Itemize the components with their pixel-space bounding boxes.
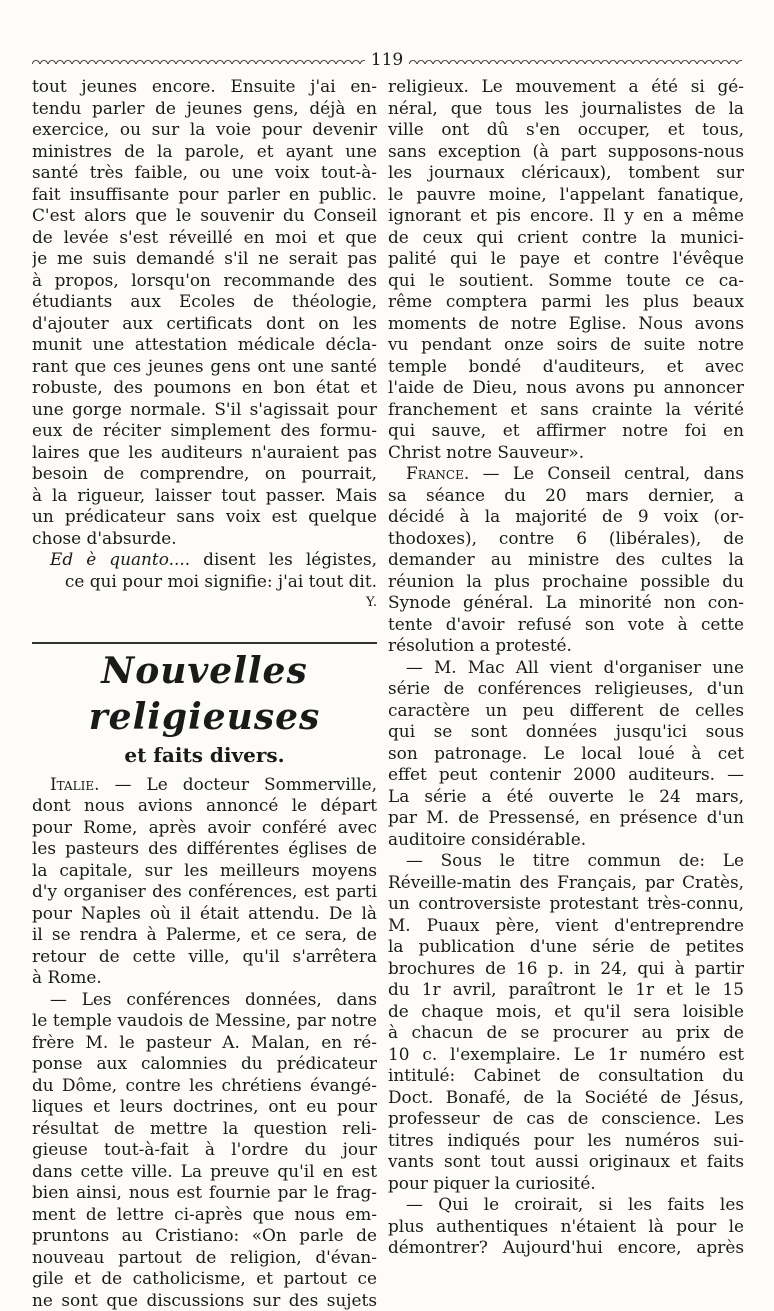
text-line: réunion la plus prochaine possible du — [388, 571, 744, 593]
text-line: dont nous avions annoncé le départ — [32, 795, 377, 817]
text-line: brochures de 16 p. in 24, qui à partir — [388, 958, 744, 980]
text-line: un controversiste protestant très-connu, — [388, 893, 744, 915]
text-line: munit une attestation médicale décla- — [32, 334, 377, 356]
text-line: à chacun de se procurer au prix de — [388, 1022, 744, 1044]
ed-quote: Ed è quanto.... — [50, 549, 190, 569]
text-line: Synode général. La minorité non con- — [388, 592, 744, 614]
text-line: d'ajouter aux certificats dont on les — [32, 313, 377, 335]
text-line: nouveau partout de religion, d'évan- — [32, 1247, 377, 1269]
text-line: de ceux qui crient contre la munici- — [388, 227, 744, 249]
text-line: à propos, lorsqu'on recommande des — [32, 270, 377, 292]
text-line: plus authentiques n'étaient là pour le — [388, 1216, 744, 1238]
text-line: gile et de catholicisme, et partout ce — [32, 1268, 377, 1290]
text-line: retour de cette ville, qu'il s'arrêtera — [32, 946, 377, 968]
text-line: tout jeunes encore. Ensuite j'ai en- — [32, 76, 377, 98]
text-line: résolution a protesté. — [388, 635, 744, 657]
text-line: de levée s'est réveillé en moi et que — [32, 227, 377, 249]
header-rule-right — [409, 56, 742, 64]
italie-label: Italie. — [50, 774, 100, 794]
text-line: la capitale, sur les meilleurs moyens — [32, 860, 377, 882]
italie-first-line — [32, 774, 377, 796]
text-line: — Sous le titre commun de: Le — [388, 850, 744, 872]
text-line: ponse aux calomnies du prédicateur — [32, 1053, 377, 1075]
section-subtitle: et faits divers. — [32, 740, 377, 770]
text-line: tendu parler de jeunes gens, déjà en — [32, 98, 377, 120]
right-top-paragraph — [388, 76, 744, 463]
text-line: Réveille-matin des Français, par Cratès, — [388, 872, 744, 894]
text-line: un prédicateur sans voix est quelque — [32, 506, 377, 528]
text-line: franchement et sans crainte la vérité — [388, 399, 744, 421]
text-line: temple bondé d'auditeurs, et avec — [388, 356, 744, 378]
text-line: d'y organiser des conférences, est parti — [32, 881, 377, 903]
text-line: gieuse tout-à-fait à l'ordre du jour — [32, 1139, 377, 1161]
text-line: une gorge normale. S'il s'agissait pour — [32, 399, 377, 421]
text-line: je me suis demandé s'il ne serait pas — [32, 248, 377, 270]
text-line: vants sont tout aussi originaux et faits — [388, 1151, 744, 1173]
qui-paragraph — [388, 1194, 744, 1259]
text-line: besoin de comprendre, on pourrait, — [32, 463, 377, 485]
text-line: M. Puaux père, vient d'entreprendre — [388, 915, 744, 937]
text-line: ment de lettre ci-après que nous em- — [32, 1204, 377, 1226]
text-line: moments de notre Eglise. Nous avons — [388, 313, 744, 335]
text-line: l'aide de Dieu, nous avons pu annoncer — [388, 377, 744, 399]
text-line: C'est alors que le souvenir du Conseil — [32, 205, 377, 227]
section-title: Nouvelles religieuses — [32, 642, 377, 740]
text-line: eux de réciter simplement des formu- — [32, 420, 377, 442]
text-line: Doct. Bonafé, de la Société de Jésus, — [388, 1087, 744, 1109]
ed-line-2: ce qui pour moi signifie: j'ai tout dit. — [32, 571, 377, 593]
text-line: — Qui le croirait, si les faits les — [388, 1194, 744, 1216]
text-line: frère M. le pasteur A. Malan, en ré- — [32, 1032, 377, 1054]
text-line: étudiants aux Ecoles de théologie, — [32, 291, 377, 313]
text-line: rant que ces jeunes gens ont une santé — [32, 356, 377, 378]
text-line: le temple vaudois de Messine, par notre — [32, 1010, 377, 1032]
text-line: titres indiqués pour les numéros sui- — [388, 1130, 744, 1152]
text-line: à Rome. — [32, 967, 377, 989]
text-line: La série a été ouverte le 24 mars, — [388, 786, 744, 808]
text-line: qui sauve, et affirmer notre foi en — [388, 420, 744, 442]
text-line: Christ notre Sauveur». — [388, 442, 744, 464]
text-line: qui se sont données jusqu'ici sous — [388, 721, 744, 743]
text-line: — Les conférences données, dans — [32, 989, 377, 1011]
text-line: auditoire considérable. — [388, 829, 744, 851]
text-line: les journaux cléricaux), tombent sur — [388, 162, 744, 184]
text-line: du 1r avril, paraîtront le 1r et le 15 — [388, 979, 744, 1001]
macall-paragraph — [388, 657, 744, 851]
text-line: néral, que tous les journalistes de la — [388, 98, 744, 120]
text-line: à la rigueur, laisser tout passer. Mais — [32, 485, 377, 507]
italie-paragraph — [32, 795, 377, 989]
text-line: il se rendra à Palerme, et ce sera, de — [32, 924, 377, 946]
text-line: demander au ministre des cultes la — [388, 549, 744, 571]
text-line: professeur de cas de conscience. Les — [388, 1108, 744, 1130]
text-line: qui le soutient. Somme toute ce ca- — [388, 270, 744, 292]
france-first-line — [388, 463, 744, 485]
text-line: ignorant et pis encore. Il y en a même — [388, 205, 744, 227]
text-line: dans cette ville. La preuve qu'il en est — [32, 1161, 377, 1183]
text-line: 10 c. l'exemplaire. Le 1r numéro est — [388, 1044, 744, 1066]
text-line: sa séance du 20 mars dernier, a — [388, 485, 744, 507]
text-line: exercice, ou sur la voie pour devenir — [32, 119, 377, 141]
right-column — [388, 76, 744, 1259]
text-line: — M. Mac All vient d'organiser une — [388, 657, 744, 679]
text-line: décidé à la majorité de 9 voix (or- — [388, 506, 744, 528]
france-label: France. — [406, 463, 469, 483]
text-line: santé très faible, ou une voix tout-à- — [32, 162, 377, 184]
text-line: vu pendant onze soirs de suite notre — [388, 334, 744, 356]
reveille-paragraph — [388, 850, 744, 1194]
text-line: pour piquer la curiosité. — [388, 1173, 744, 1195]
messine-paragraph — [32, 989, 377, 1311]
text-line: ville ont dû s'en occuper, et tous, — [388, 119, 744, 141]
text-line: palité qui le paye et contre l'évêque — [388, 248, 744, 270]
left-column — [32, 76, 377, 1311]
text-line: caractère un peu different de celles — [388, 700, 744, 722]
header-rule-left — [32, 56, 365, 64]
text-line: résultat de mettre la question reli- — [32, 1118, 377, 1140]
ed-rest: disent les légistes, — [190, 549, 377, 569]
text-line: liques et leurs doctrines, ont eu pour — [32, 1096, 377, 1118]
text-line: pour Naples où il était attendu. De là — [32, 903, 377, 925]
text-line: thodoxes), contre 6 (libérales), de — [388, 528, 744, 550]
text-line: la publication d'une série de petites — [388, 936, 744, 958]
text-line: intitulé: Cabinet de consultation du — [388, 1065, 744, 1087]
text-line: tente d'avoir refusé son vote à cette — [388, 614, 744, 636]
italie-first-text: — Le docteur Sommerville, — [100, 774, 377, 794]
text-line: religieux. Le mouvement a été si gé- — [388, 76, 744, 98]
text-line: son patronage. Le local loué à cet — [388, 743, 744, 765]
text-line: de chaque mois, et qu'il sera loisible — [388, 1001, 744, 1023]
text-line: série de conférences religieuses, d'un — [388, 678, 744, 700]
text-line: fait insuffisante pour parler en public. — [32, 184, 377, 206]
text-line: ne sont que discussions sur des sujets — [32, 1290, 377, 1311]
signature: Y. — [32, 592, 377, 614]
text-line: par M. de Pressensé, en présence d'un — [388, 807, 744, 829]
left-paragraph — [32, 76, 377, 549]
text-line: sans exception (à part supposons-nous — [388, 141, 744, 163]
text-line: ministres de la parole, et ayant une — [32, 141, 377, 163]
text-line: pruntons au Cristiano: «On parle de — [32, 1225, 377, 1247]
text-line: effet peut contenir 2000 auditeurs. — — [388, 764, 744, 786]
text-line: démontrer? Aujourd'hui encore, après — [388, 1237, 744, 1259]
france-first-text: — Le Conseil central, dans — [469, 463, 744, 483]
text-line: pour Rome, après avoir conféré avec — [32, 817, 377, 839]
text-line: les pasteurs des différentes églises de — [32, 838, 377, 860]
text-line: rême comptera parmi les plus beaux — [388, 291, 744, 313]
page-header — [32, 50, 742, 70]
france-paragraph — [388, 485, 744, 657]
text-line: laires que les auditeurs n'auraient pas — [32, 442, 377, 464]
page-number: 119 — [365, 50, 409, 70]
text-line: chose d'absurde. — [32, 528, 377, 550]
text-line: robuste, des poumons en bon état et — [32, 377, 377, 399]
text-line: du Dôme, contre les chrétiens évangé- — [32, 1075, 377, 1097]
text-line: bien ainsi, nous est fournie par le frag- — [32, 1182, 377, 1204]
text-line: le pauvre moine, l'appelant fanatique, — [388, 184, 744, 206]
ed-line — [32, 549, 377, 571]
